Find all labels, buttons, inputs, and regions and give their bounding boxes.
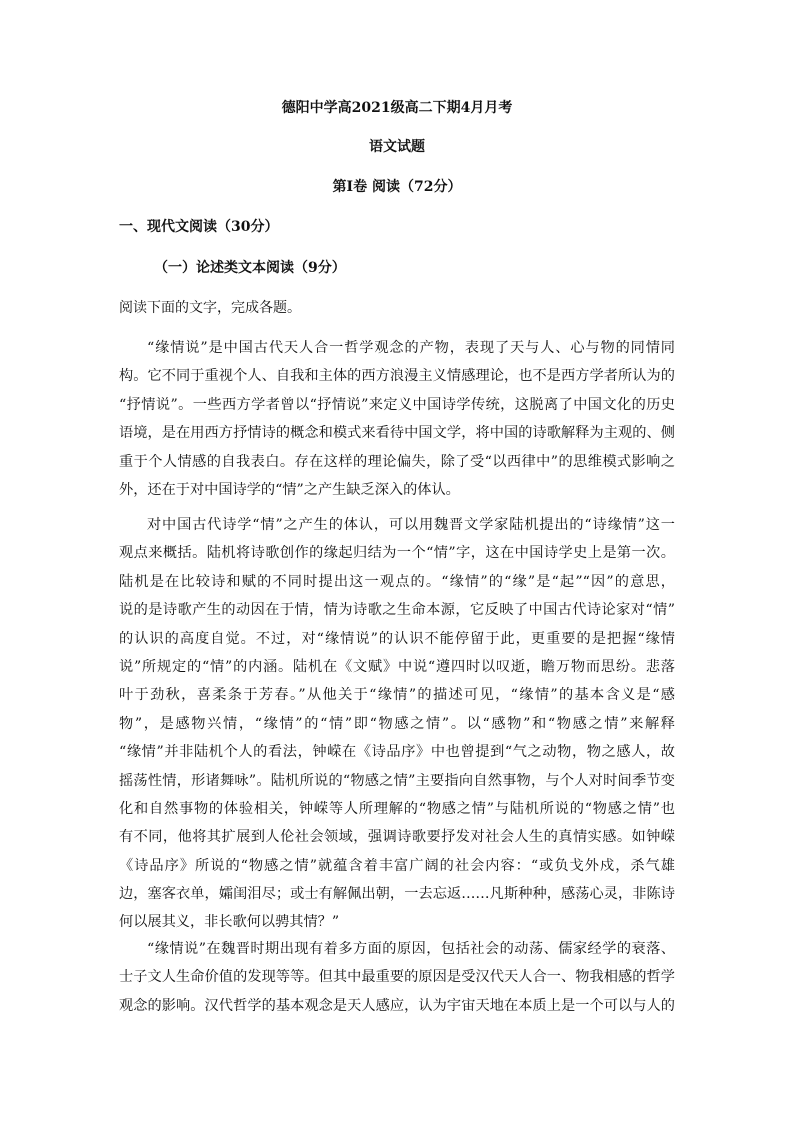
paragraph-line: 物”，是感物兴情，“缘情”的“情”即“物感之情”。以“感物”和“物感之情”来解释 bbox=[119, 715, 675, 732]
subsection-heading: （一）论述类文本阅读（9分） bbox=[154, 260, 346, 276]
volume-title: 第Ⅰ卷 阅读（72分） bbox=[332, 179, 462, 195]
paragraph-line: 《诗品序》所说的“物感之情”就蕴含着丰富广阔的社会内容：“或负戈外戍，杀气雄 bbox=[119, 857, 675, 874]
paragraph-2 bbox=[119, 511, 675, 937]
reading-instruction: 阅读下面的文字，完成各题。 bbox=[119, 300, 301, 316]
section-heading: 一、现代文阅读（30分） bbox=[119, 219, 279, 235]
paragraph-line: 叶于劲秋，喜柔条于芳春。”从他关于“缘情”的描述可见，“缘情”的基本含义是“感 bbox=[119, 687, 675, 704]
paragraph-line: 何以展其义，非长歌何以骋其情？” bbox=[119, 914, 340, 931]
paragraph-line: 有不同，他将其扩展到人伦社会领域，强调诗歌要抒发对社会人生的真情实感。如钟嵘 bbox=[119, 829, 675, 846]
paragraph-line: “缘情说”在魏晋时期出现有着多方面的原因，包括社会的动荡、儒家经学的衰落、 bbox=[147, 941, 675, 957]
paragraph-line: 士子文人生命价值的发现等等。但其中最重要的原因是受汉代天人合一、物我相感的哲学 bbox=[119, 969, 675, 986]
paragraph-line: 摇荡性情，形诸舞咏”。陆机所说的“物感之情”主要指向自然事物，与个人对时间季节变 bbox=[119, 772, 675, 789]
paragraph-line: “抒情说”。一些西方学者曾以“抒情说”来定义中国诗学传统，这脱离了中国文化的历史 bbox=[119, 396, 675, 413]
paragraph-line: “缘情”并非陆机个人的看法，钟嵘在《诗品序》中也曾提到“气之动物，物之感人，故 bbox=[119, 744, 675, 761]
paragraph-line: “缘情说”是中国古代天人合一哲学观念的产物，表现了天与人、心与物的同情同 bbox=[147, 340, 675, 356]
paragraph-line: 构。它不同于重视个人、自我和主体的西方浪漫主义情感理论，也不是西方学者所认为的 bbox=[119, 368, 675, 385]
paragraph-line: 观点来概括。陆机将诗歌创作的缘起归结为一个“情”字，这在中国诗学史上是第一次。 bbox=[119, 545, 675, 562]
paragraph-line: 说的是诗歌产生的动因在于情，情为诗歌之生命本源，它反映了中国古代诗论家对“情” bbox=[119, 602, 675, 619]
paragraph-line: 观念的影响。汉代哲学的基本观念是天人感应，认为宇宙天地在本质上是一个可以与人的 bbox=[119, 997, 675, 1014]
paragraph-line: 的认识的高度自觉。不过，对“缘情说”的认识不能停留于此，更重要的是把握“缘情 bbox=[119, 630, 675, 647]
paragraph-line: 外，还在于对中国诗学的“情”之产生缺乏深入的体认。 bbox=[119, 481, 460, 498]
paragraph-line: 说”所规定的“情”的内涵。陆机在《文赋》中说“遵四时以叹逝，瞻万物而思纷。悲落 bbox=[119, 658, 675, 675]
paragraph-line: 边，塞客衣单，孀闺泪尽；或士有解佩出朝，一去忘返……凡斯种种，感荡心灵，非陈诗 bbox=[119, 886, 675, 903]
paragraph-line: 对中国古代诗学“情”之产生的体认，可以用魏晋文学家陆机提出的“诗缘情”这一 bbox=[147, 517, 675, 533]
paragraph-line: 语境，是在用西方抒情诗的概念和模式来看待中国文学，将中国的诗歌解释为主观的、侧 bbox=[119, 425, 675, 442]
paragraph-3 bbox=[119, 935, 675, 1020]
subject-title: 语文试题 bbox=[369, 139, 425, 155]
exam-title: 德阳中学高2021级高二下期4月月考 bbox=[281, 100, 513, 116]
paragraph-line: 重于个人情感的自我表白。存在这样的理论偏失，除了受“以西律中”的思维模式影响之 bbox=[119, 453, 675, 470]
paragraph-line: 陆机是在比较诗和赋的不同时提出这一观点的。“缘情”的“缘”是“起”“因”的意思， bbox=[119, 573, 675, 590]
paragraph-1 bbox=[119, 334, 675, 504]
paragraph-line: 化和自然事物的体验相关，钟嵘等人所理解的“物感之情”与陆机所说的“物感之情”也 bbox=[119, 800, 675, 817]
